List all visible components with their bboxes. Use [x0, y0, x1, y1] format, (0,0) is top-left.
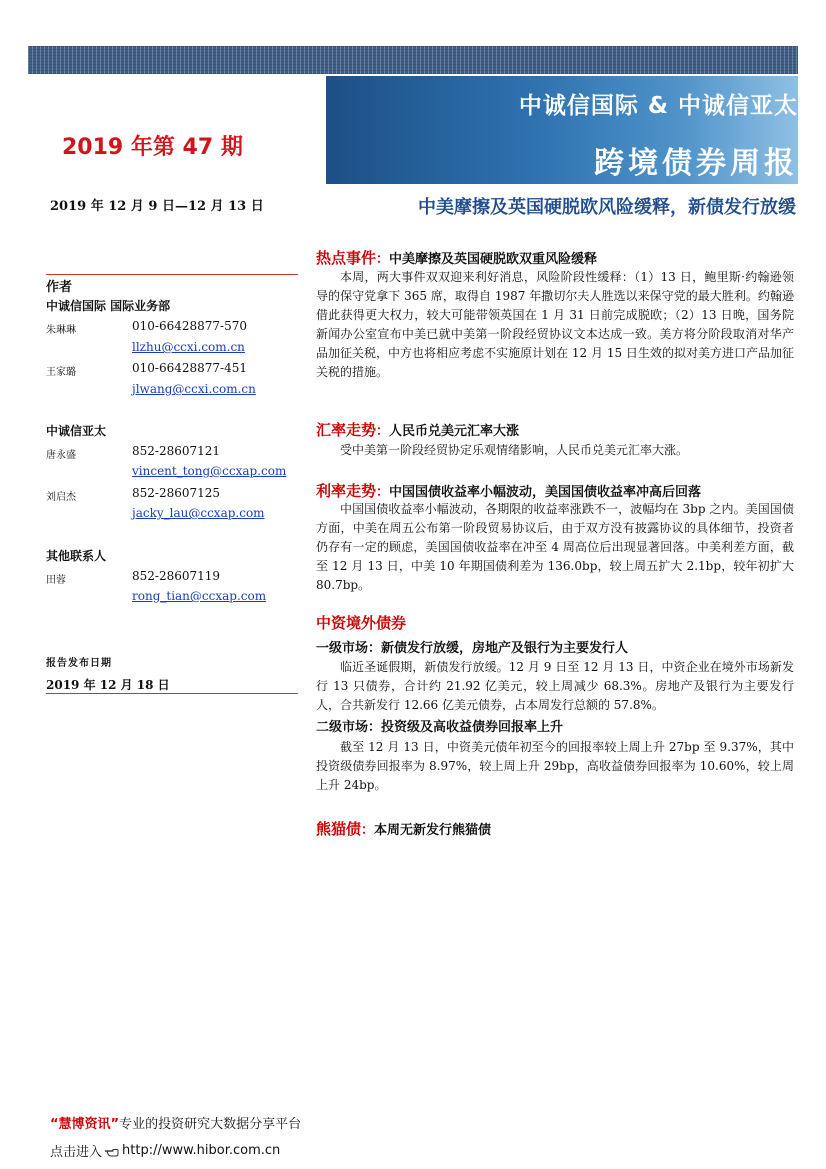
contact-group-org: 中诚信亚太 — [46, 424, 107, 438]
org-line: 中诚信国际 & 中诚信亚太 — [518, 93, 798, 119]
issue-number: 2019 年第 47 期 — [62, 135, 243, 160]
section-colon: ： — [376, 485, 390, 500]
sidebar-bottom-rule — [46, 693, 298, 694]
headline: 中美摩擦及英国硬脱欧风险缓释，新债发行放缓 — [418, 197, 796, 218]
contact-group-org: 其他联系人 — [46, 549, 107, 563]
section-fx — [316, 419, 519, 440]
section-title: 中国国债收益率小幅波动，美国国债收益率冲高后回落 — [389, 485, 702, 500]
primary-market-paragraph: 临近圣诞假期，新债发行放缓。12 月 9 日至 12 月 13 日，中资企业在境外市场新发行 13 只债券，合计约 21.92 亿美元，较上周减少 68.3%。房地产及银行为主要发行人，合共新发行 12.66 亿美元债券，占本周发行总额的 57.8%。 — [316, 660, 794, 712]
contact-email-link[interactable]: jacky_lau@ccxap.com — [132, 506, 265, 520]
footer-url-link[interactable]: http://www.hibor.com.cn — [122, 1143, 281, 1158]
contact-email-link[interactable]: jlwang@ccxi.com.cn — [132, 382, 256, 396]
contact-phone: 010-66428877-570 — [132, 319, 247, 333]
section-hot-events — [316, 247, 597, 268]
primary-market-title: 一级市场：新债发行放缓，房地产及银行为主要发行人 — [316, 641, 629, 656]
fx-paragraph: 受中美第一阶段经贸协定乐观情绪影响，人民币兑美元汇率大涨。 — [340, 443, 689, 457]
report-name: 跨境债券周报 — [594, 146, 798, 181]
contact-name: 唐永盛 — [46, 450, 76, 461]
section-label: 汇率走势 — [316, 421, 377, 439]
section-colon: ： — [376, 252, 390, 267]
footer-link-row[interactable] — [50, 1141, 280, 1160]
hot-events-paragraph: 本周，两大事件双双迎来利好消息，风险阶段性缓释：（1）13 日，鲍里斯·约翰逊领导的保守党拿下 365 席，取得自 1987 年撒切尔夫人胜选以来保守党的最大胜利。约翰逊借此获得更大权力，较大可能带领英国在 1 月 31 日前完成脱欧；（2）13 日晚，国务院新闻办公室宣布中美已就中美第一阶段经贸协议文本达成一致。美方将分阶段取消对华产品加征关税，中方也将相应考虑不实施原计划在 12 月 15 日生效的拟对美方进口产品加征关税的措施。 — [316, 270, 794, 379]
footer-brand: “慧博资讯” — [50, 1117, 120, 1132]
contact-phone: 852-28607119 — [132, 569, 221, 583]
section-colon: ： — [376, 424, 390, 439]
contact-name: 王家璐 — [46, 367, 76, 378]
secondary-market-title: 二级市场：投资级及高收益债券回报率上升 — [316, 720, 564, 735]
section-rates — [316, 480, 701, 501]
contact-name: 田蓉 — [46, 575, 66, 586]
secondary-market-paragraph: 截至 12 月 13 日，中资美元债年初至今的回报率较上周上升 27bp 至 9.37%，其中投资级债券回报率为 8.97%，较上周上升 29bp，高收益债券回报率为 10.60%，较上周上升 24bp。 — [316, 740, 794, 792]
section-label: 热点事件 — [316, 249, 377, 267]
rates-paragraph: 中国国债收益率小幅波动，各期限的收益率涨跌不一，波幅均在 3bp 之内。美国国债方面，中美在周五公布第一阶段贸易协议后，由于双方没有披露协议的具体细节，投资者仍存有一定的顾虑，美国国债收益率在冲至 4 周高位后出现显著回落。中美利差方面，截至 12 月 13 日，中美 10 年期国债利差为 136.0bp，较上周五扩大 2.1bp，较年初扩大 80.7bp。 — [316, 502, 794, 592]
section-label: 利率走势 — [316, 482, 377, 500]
section-title: 中美摩擦及英国硬脱欧双重风险缓释 — [389, 252, 598, 267]
footer-click-text: 点击进入 — [50, 1145, 103, 1160]
section-label: 熊猫债 — [316, 820, 362, 838]
section-panda-bonds — [316, 818, 491, 839]
sidebar-top-rule — [46, 274, 298, 275]
contact-phone: 852-28607125 — [132, 486, 221, 500]
publish-date-label: 报告发布日期 — [46, 658, 112, 669]
top-decorative-strip — [28, 46, 798, 74]
publish-date: 2019 年 12 月 18 日 — [46, 678, 170, 692]
footer-slogan-text: 专业的投资研究大数据分享平台 — [119, 1117, 302, 1132]
contact-name: 朱琳琳 — [46, 325, 76, 336]
section-offshore-bonds: 中资境外债券 — [316, 614, 407, 632]
footer-slogan — [50, 1113, 301, 1132]
author-heading: 作者 — [46, 280, 73, 295]
section-title: 人民币兑美元汇率大涨 — [389, 424, 520, 439]
date-range: 2019 年 12 月 9 日—12 月 13 日 — [50, 199, 264, 214]
contact-name: 刘启杰 — [46, 492, 76, 503]
contact-phone: 852-28607121 — [132, 444, 221, 458]
contact-phone: 010-66428877-451 — [132, 361, 247, 375]
section-title: 本周无新发行熊猫债 — [374, 823, 492, 838]
contact-email-link[interactable]: llzhu@ccxi.com.cn — [132, 340, 245, 354]
contact-email-link[interactable]: rong_tian@ccxap.com — [132, 589, 267, 603]
pointing-hand-icon — [104, 1143, 120, 1159]
contact-email-link[interactable]: vincent_tong@ccxap.com — [132, 464, 287, 478]
section-colon: ： — [361, 823, 375, 838]
contact-group-org: 中诚信国际 国际业务部 — [46, 299, 171, 313]
